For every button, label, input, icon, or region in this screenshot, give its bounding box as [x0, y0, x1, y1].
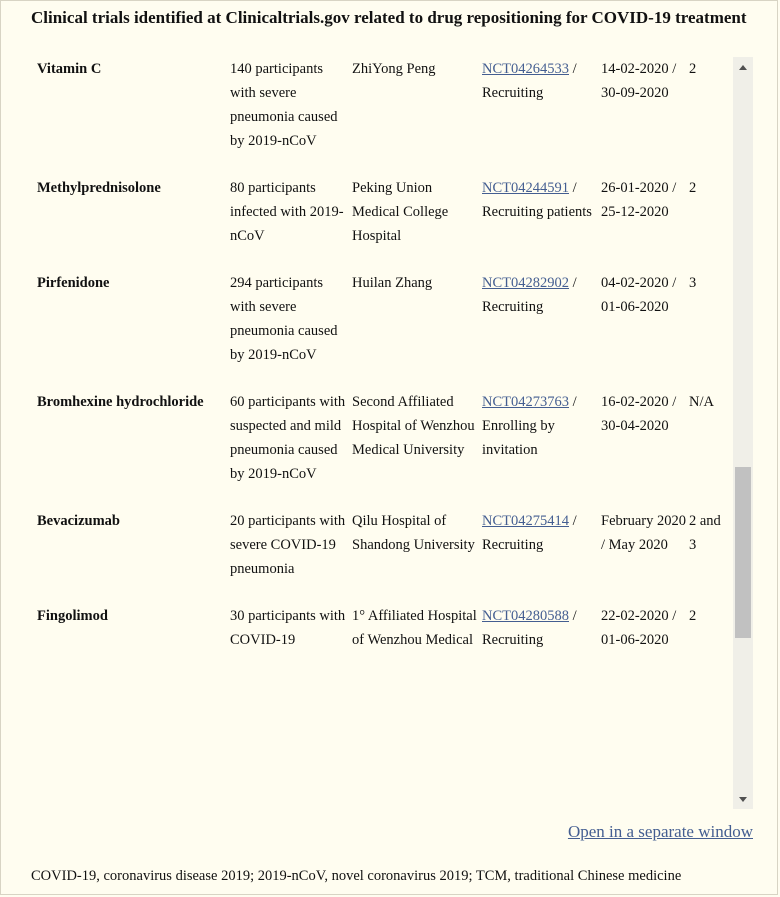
- table-caption: Clinical trials identified at Clinicaltrials.gov related to drug repositioning for COVID-19 treatment: [31, 8, 747, 27]
- nct-link[interactable]: NCT04244591: [482, 180, 569, 196]
- dates-cell: 04-02-2020 / 01-06-2020: [601, 275, 677, 315]
- investigator-cell: 1° Affiliated Hospital of Wenzhou Medical: [352, 608, 477, 648]
- nct-link[interactable]: NCT04275414: [482, 513, 569, 529]
- phase-cell: 2: [689, 61, 697, 77]
- clinical-trials-table: [31, 57, 729, 675]
- participants-cell: 294 participants with severe pneumonia caused by 2019-nCoV: [230, 275, 338, 363]
- dates-cell: 16-02-2020 / 30-04-2020: [601, 394, 677, 434]
- nct-link[interactable]: NCT04273763: [482, 394, 569, 410]
- table-row: [31, 57, 729, 176]
- phase-cell: N/A: [689, 394, 714, 410]
- table-row: [31, 509, 729, 604]
- phase-cell: 2: [689, 608, 697, 624]
- participants-cell: 60 participants with suspected and mild pneumonia caused by 2019-nCoV: [230, 394, 346, 482]
- recruitment-status: / Recruiting patients: [482, 180, 592, 220]
- table-row: [31, 604, 729, 675]
- table-row: [31, 271, 729, 390]
- drug-cell: Bromhexine hydrochloride: [37, 394, 204, 410]
- recruitment-status: / Recruiting: [482, 275, 577, 315]
- recruitment-status: / Recruiting: [482, 608, 577, 648]
- investigator-cell: Huilan Zhang: [352, 275, 433, 291]
- nct-link[interactable]: NCT04282902: [482, 275, 569, 291]
- identifier-status-cell: [482, 57, 601, 176]
- dates-cell: February 2020 / May 2020: [601, 513, 686, 553]
- participants-cell: 80 participants infected with 2019-nCoV: [230, 180, 344, 244]
- chevron-down-icon: [739, 797, 747, 802]
- dates-cell: 22-02-2020 / 01-06-2020: [601, 608, 677, 648]
- recruitment-status: / Recruiting: [482, 513, 577, 553]
- scrollbar-thumb[interactable]: [735, 467, 751, 638]
- participants-cell: 20 participants with severe COVID-19 pneumonia: [230, 513, 346, 577]
- investigator-cell: Qilu Hospital of Shandong University: [352, 513, 475, 553]
- chevron-up-icon: [739, 65, 747, 70]
- table-row: [31, 390, 729, 509]
- investigator-cell: Second Affiliated Hospital of Wenzhou Medical University: [352, 394, 475, 458]
- phase-cell: 2: [689, 180, 697, 196]
- table-scroll-content: [31, 57, 731, 675]
- dates-cell: 26-01-2020 / 25-12-2020: [601, 180, 677, 220]
- nct-link[interactable]: NCT04264533: [482, 61, 569, 77]
- phase-cell: 2 and 3: [689, 513, 721, 553]
- identifier-status-cell: [482, 176, 601, 271]
- table-row: [31, 176, 729, 271]
- identifier-status-cell: [482, 509, 601, 604]
- identifier-status-cell: [482, 271, 601, 390]
- open-separate-window-link[interactable]: Open in a separate window: [567, 822, 753, 841]
- participants-cell: 30 participants with COVID-19: [230, 608, 346, 648]
- drug-cell: Pirfenidone: [37, 275, 110, 291]
- table-viewport[interactable]: [31, 57, 752, 809]
- investigator-cell: Peking Union Medical College Hospital: [352, 180, 449, 244]
- drug-cell: Vitamin C: [37, 61, 102, 77]
- table-footnote: COVID-19, coronavirus disease 2019; 2019-nCoV, novel coronavirus 2019; TCM, traditional Chinese medicine: [31, 868, 682, 884]
- drug-cell: Fingolimod: [37, 608, 108, 624]
- identifier-status-cell: [482, 604, 601, 675]
- investigator-cell: ZhiYong Peng: [352, 61, 436, 77]
- nct-link[interactable]: NCT04280588: [482, 608, 569, 624]
- phase-cell: 3: [689, 275, 697, 291]
- drug-cell: Methylprednisolone: [37, 180, 161, 196]
- dates-cell: 14-02-2020 / 30-09-2020: [601, 61, 677, 101]
- participants-cell: 140 participants with severe pneumonia caused by 2019-nCoV: [230, 61, 338, 149]
- scroll-up-button[interactable]: [733, 57, 753, 77]
- identifier-status-cell: [482, 390, 601, 509]
- drug-cell: Bevacizumab: [37, 513, 120, 529]
- recruitment-status: / Recruiting: [482, 61, 577, 101]
- scroll-down-button[interactable]: [733, 789, 753, 809]
- recruitment-status: / Enrolling by invitation: [482, 394, 577, 458]
- vertical-scrollbar[interactable]: [733, 57, 753, 809]
